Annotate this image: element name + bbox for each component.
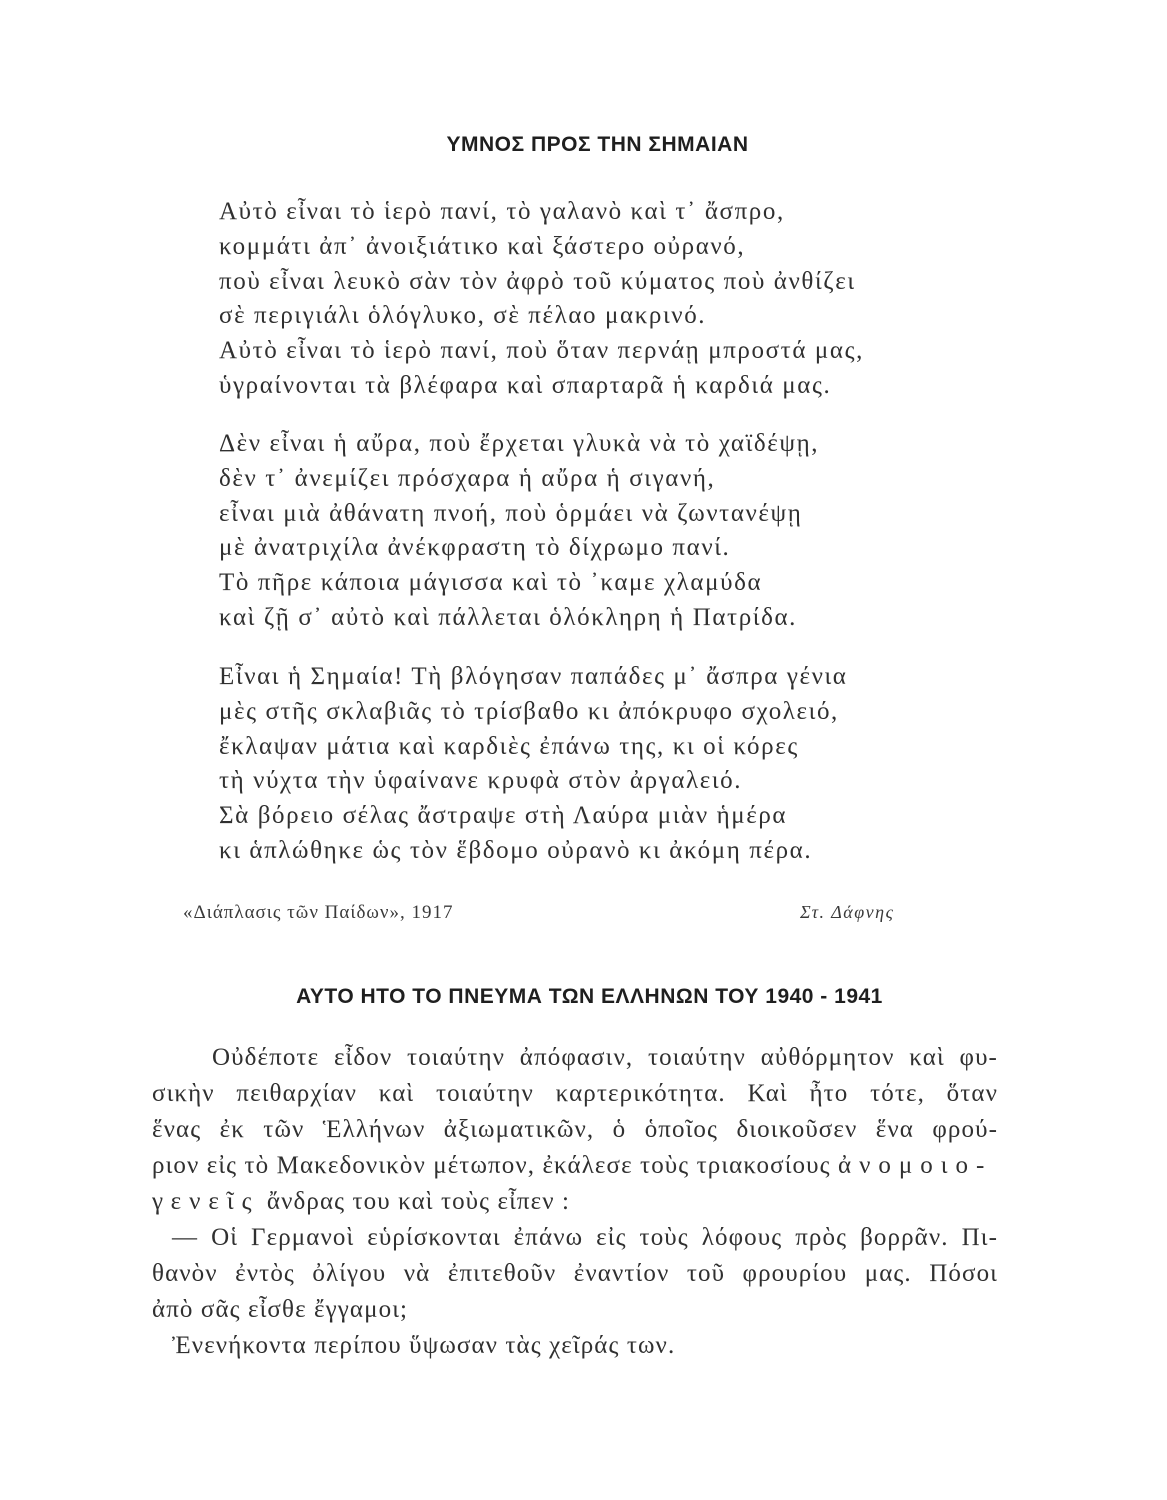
poem-line: καὶ ζῇ σ᾽ αὐτὸ καὶ πάλλεται ὁλόκληρη ἡ Πατρίδα. — [219, 603, 798, 631]
essay-line: σικὴν πειθαρχίαν καὶ τοιαύτην καρτερικότητα. Καὶ ἦτο τότε, ὅταν — [152, 1080, 998, 1107]
essay-body — [152, 1040, 998, 1364]
essay-line: Ἐνενήκοντα περίπου ὕψωσαν τὰς χεῖράς των. — [172, 1332, 676, 1359]
poem-line: ποὺ εἶναι λευκὸ σὰν τὸν ἀφρὸ τοῦ κύματος ποὺ ἀνθίζει — [219, 267, 856, 295]
essay-title: ΑΥΤΟ ΗΤΟ ΤΟ ΠΝΕΥΜΑ ΤΩΝ ΕΛΛΗΝΩΝ ΤΟΥ 1940 - 1941 — [296, 985, 883, 1008]
essay-line: ἀπὸ σᾶς εἶσθε ἔγγαμοι; — [152, 1296, 409, 1323]
poem-line: Αὐτὸ εἶναι τὸ ἱερὸ πανί, τὸ γαλανὸ καὶ τ᾽ ἄσπρο, — [219, 198, 785, 225]
poem-author: Στ. Δάφνης — [800, 902, 895, 922]
poem-line: κομμάτι ἀπ᾽ ἀνοιξιάτικο καὶ ξάστερο οὐρανό, — [219, 232, 746, 260]
poem-line: σὲ περιγιάλι ὁλόγλυκο, σὲ πέλαο μακρινό. — [219, 302, 707, 330]
poem-line: μὲ ἀνατριχίλα ἀνέκφραστη τὸ δίχρωμο πανί. — [219, 534, 731, 562]
spaced-word: ἀνομοιο- — [837, 1152, 993, 1179]
poem-line: κι ἁπλώθηκε ὡς τὸν ἕβδομο οὐρανὸ κι ἀκόμη πέρα. — [219, 836, 813, 864]
essay-line — [152, 1148, 998, 1184]
poem-title: ΥΜΝΟΣ ΠΡΟΣ ΤΗΝ ΣΗΜΑΙΑΝ — [446, 133, 749, 156]
essay-line-text: ἄνδρας του καὶ τοὺς εἶπεν : — [266, 1188, 571, 1215]
poem-line: Σὰ βόρειο σέλας ἄστραψε στὴ Λαύρα μιὰν ἡμέρα — [219, 802, 788, 830]
poem-line: ὑγραίνονται τὰ βλέφαρα καὶ σπαρταρᾶ ἡ καρδιά μας. — [219, 371, 832, 399]
poem-source: «Διάπλασις τῶν Παίδων», 1917 — [183, 902, 454, 923]
poem-line: δὲν τ᾽ ἀνεμίζει πρόσχαρα ἡ αὔρα ἡ σιγανή, — [219, 464, 716, 492]
poem-stanza — [219, 195, 959, 404]
poem-line: Εἶναι ἡ Σημαία! Τὴ βλόγησαν παπάδες μ᾽ ἄσπρα γένια — [219, 663, 848, 690]
poem-line: μὲς στῆς σκλαβιᾶς τὸ τρίσβαθο κι ἀπόκρυφο σχολειό, — [219, 697, 839, 725]
essay-line: ἕνας ἐκ τῶν Ἑλλήνων ἀξιωματικῶν, ὁ ὁποῖος διοικοῦσεν ἕνα φρού- — [152, 1116, 998, 1143]
poem-line: Αὐτὸ εἶναι τὸ ἱερὸ πανί, ποὺ ὅταν περνάῃ μπροστά μας, — [219, 337, 864, 365]
poem-stanza — [219, 660, 959, 869]
spaced-word: γενεῖς — [152, 1188, 260, 1215]
poem-line: τὴ νύχτα τὴν ὑφαίνανε κρυφὰ στὸν ἀργαλειό. — [219, 767, 743, 795]
essay-line-text: ριον εἰς τὸ Μακεδονικὸν μέτωπον, ἐκάλεσε τοὺς τριακοσίους — [152, 1152, 831, 1179]
poem-line: Δὲν εἶναι ἡ αὔρα, ποὺ ἔρχεται γλυκὰ νὰ τὸ χαϊδέψῃ, — [219, 430, 820, 457]
essay-line: θανὸν ἐντὸς ὀλίγου νὰ ἐπιτεθοῦν ἐναντίον τοῦ φρουρίου μας. Πόσοι — [152, 1260, 998, 1287]
essay-line — [152, 1184, 998, 1220]
essay-line: — Οἱ Γερμανοὶ εὑρίσκονται ἐπάνω εἰς τοὺς λόφους πρὸς βορρᾶν. Πι- — [172, 1224, 998, 1251]
essay-line: Οὐδέποτε εἶδον τοιαύτην ἀπόφασιν, τοιαύτην αὐθόρμητον καὶ φυ- — [212, 1044, 998, 1071]
poem-line: εἶναι μιὰ ἀθάνατη πνοή, ποὺ ὁρμάει νὰ ζωντανέψῃ — [219, 499, 803, 527]
poem-line: ἔκλαψαν μάτια καὶ καρδιὲς ἐπάνω της, κι οἱ κόρες — [219, 732, 799, 760]
poem-line: Τὸ πῆρε κάποια μάγισσα καὶ τὸ ᾽καμε χλαμύδα — [219, 569, 763, 597]
poem-stanza — [219, 427, 959, 636]
